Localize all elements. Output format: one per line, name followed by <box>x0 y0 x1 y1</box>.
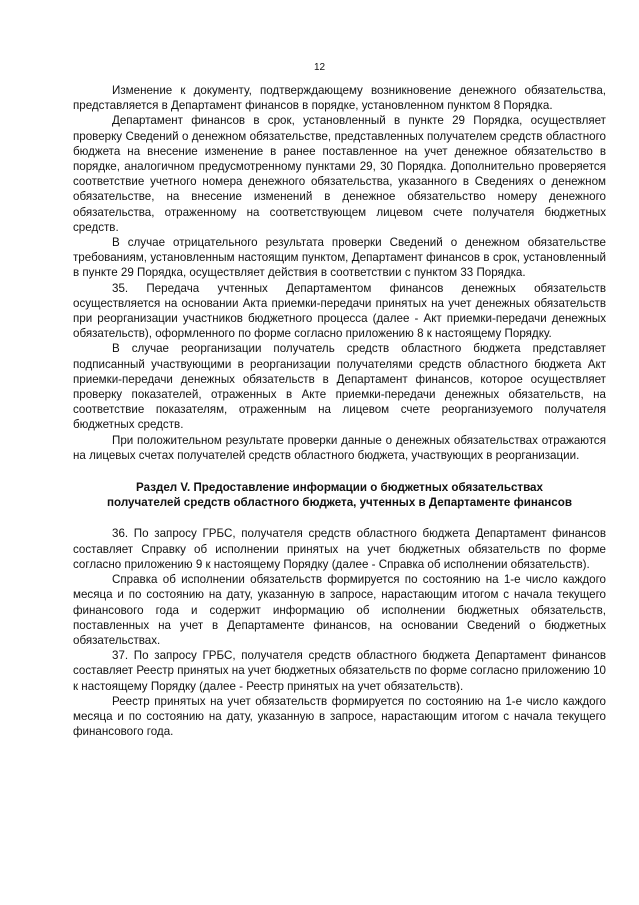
paragraph: В случае реорганизации получатель средств областного бюджета представляет подписанный участвующими в реорганизации получателями средств областного бюджета Акт приемки-передачи денежных обязательств в Департамент финансов, которое осуществляет проверку показателей, отраженных в Акте приемки-передачи денежных обязательств, на соответствие показателям, отраженным на лицевом счете реорганизуемого получателя бюджетных средств. <box>73 342 606 432</box>
paragraph-item-36: 36. По запросу ГРБС, получателя средств областного бюджета Департамент финансов составляет Справку об исполнении принятых на учет бюджетных обязательств по форме согласно приложению 9 к настоящему Порядку (далее - Справка об исполнении обязательств). <box>73 527 606 571</box>
section-heading-line-2: получателей средств областного бюджета, учтенных в Департаменте финансов <box>107 496 572 510</box>
page-number: 12 <box>313 62 326 73</box>
section-heading <box>73 480 606 510</box>
paragraph: Справка об исполнении обязательств формируется по состоянию на 1-е число каждого месяца и по состоянию на дату, указанную в запросе, нарастающим итогом с начала текущего финансового года и содержит информацию об исполнении бюджетных обязательств, поставленных на учет в Департаменте финансов, на основании Сведений о бюджетных обязательствах. <box>73 573 606 647</box>
paragraph: Реестр принятых на учет обязательств формируется по состоянию на 1-е число каждого месяца и по состоянию на дату, указанную в запросе, нарастающим итогом с начала текущего финансового года. <box>73 694 606 739</box>
paragraph-item-37: 37. По запросу ГРБС, получателя средств областного бюджета Департамент финансов составляет Реестр принятых на учет бюджетных обязательств по форме согласно приложению 10 к настоящему Порядку (далее - Реестр принятых на учет обязательств). <box>73 649 606 693</box>
document-body <box>73 83 606 739</box>
paragraph: В случае отрицательного результата проверки Сведений о денежном обязательстве требованиям, установленным настоящим пунктом, Департамент финансов в срок, установленный в пункте 29 Порядка, осуществляет действия в соответствии с пунктом 33 Порядка. <box>73 236 606 280</box>
paragraph: Департамент финансов в срок, установленный в пункте 29 Порядка, осуществляет проверку Сведений о денежном обязательстве, представленных получателем средств областного бюджета на внесение изменение в ранее поставленное на учет денежное обязательство в порядке, аналогичном предусмотренному пунктами 29, 30 Порядка. Дополнительно проверяется соответствие учетного номера денежного обязательства, указанного в Сведениях о денежном обязательстве, на внесение изменений в денежное обязательство номеру денежного обязательства, отраженному на соответствующем лицевом счете получателя бюджетных средств. <box>73 114 606 234</box>
paragraph-item-35: 35. Передача учтенных Департаментом финансов денежных обязательств осуществляется на основании Акта приемки-передачи принятых на учет денежных обязательств при реорганизации участников бюджетного процесса (далее - Акт приемки-передачи денежных обязательств), оформленного по форме согласно приложению 8 к настоящему Порядку. <box>73 281 606 341</box>
paragraph: Изменение к документу, подтверждающему возникновение денежного обязательства, представляется в Департамент финансов в порядке, установленном пунктом 8 Порядка. <box>73 84 606 113</box>
section-heading-line-1: Раздел V. Предоставление информации о бюджетных обязательствах <box>136 481 543 495</box>
paragraph: При положительном результате проверки данные о денежных обязательствах отражаются на лицевых счетах получателей средств областного бюджета, участвующих в реорганизации. <box>73 433 606 462</box>
